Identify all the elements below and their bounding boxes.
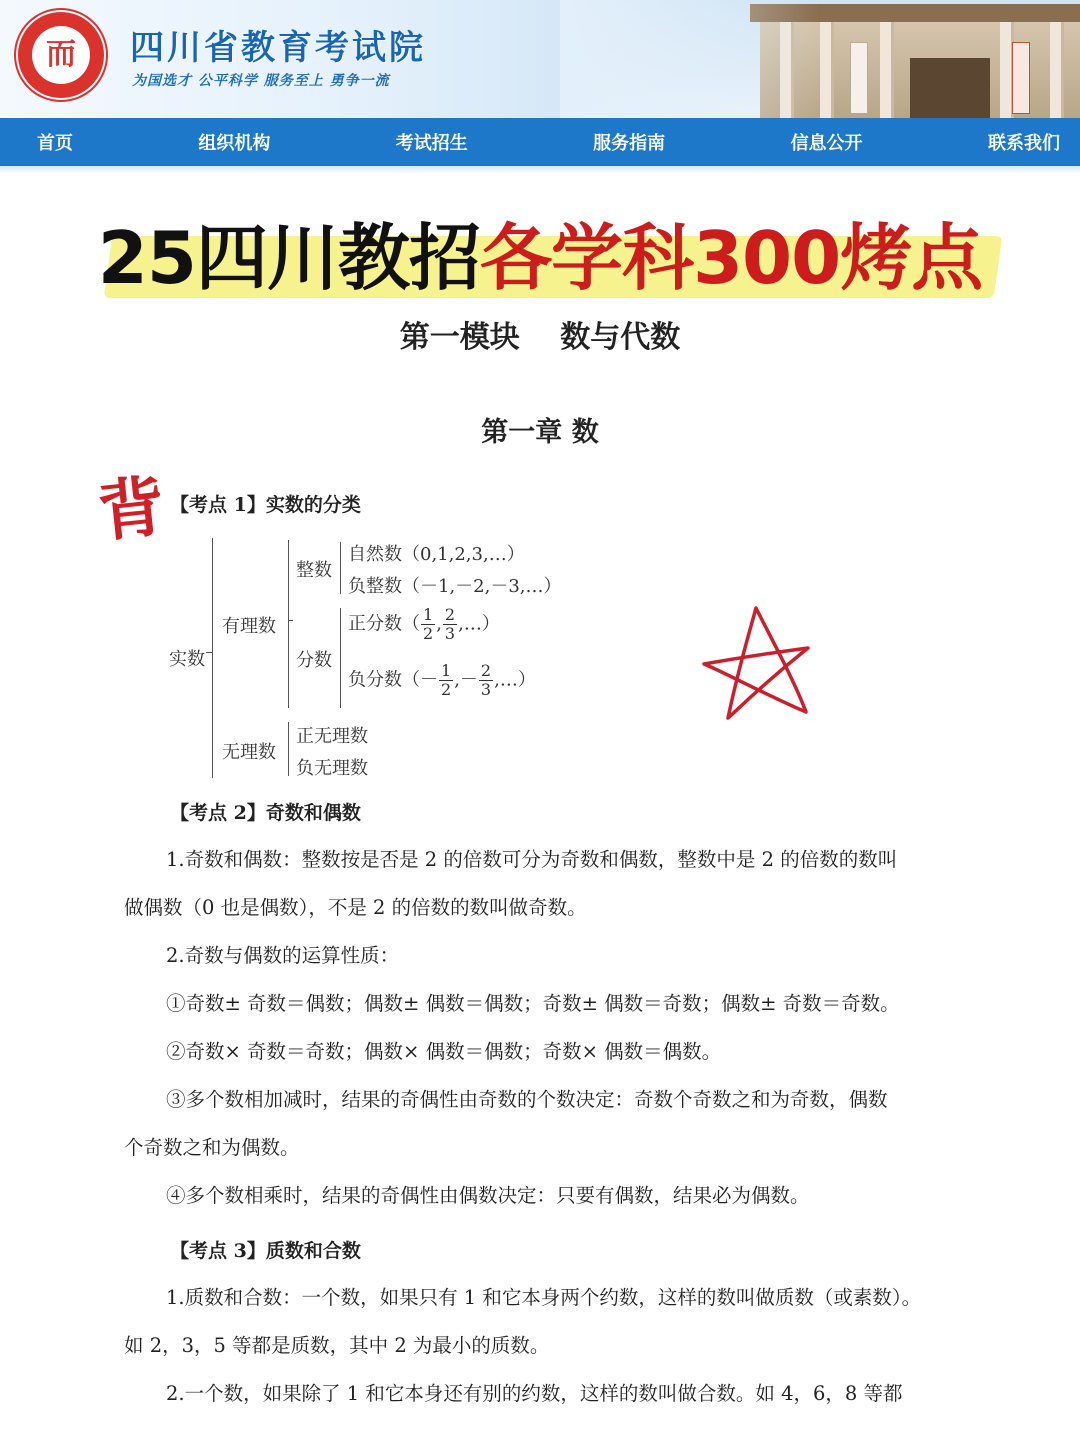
root-brace — [212, 538, 213, 778]
tree-real-number: 实数 — [169, 649, 205, 670]
kaodian-2-p4: ②奇数× 奇数＝奇数；偶数× 偶数＝偶数；奇数× 偶数＝偶数。 — [166, 1040, 722, 1063]
nav-item-info-disclosure[interactable]: 信息公开 — [790, 133, 863, 154]
kaodian-2-heading: 【考点 2】奇数和偶数 — [170, 802, 361, 824]
rational-brace — [288, 540, 289, 708]
fraction-brace — [340, 608, 341, 708]
kaodian-3-p1: 1.质数和合数：一个数，如果只有 1 和它本身两个约数，这样的数叫做质数（或素数）。 — [166, 1286, 922, 1309]
chapter-title: 第一章 数 — [481, 417, 599, 448]
tree-positive-fraction: 正分数（ $\frac{1}{2}$ , $\frac{2}{3}$ ,…） — [348, 605, 500, 643]
tree-natural: 自然数（0,1,2,3,…） — [348, 544, 525, 565]
kaodian-1-heading: 【考点 1】实数的分类 — [170, 494, 361, 516]
title-part-red: 各学科300烤点 — [479, 216, 983, 300]
tree-fraction: 分数 — [296, 650, 332, 671]
kaodian-2-p5: ③多个数相加减时，结果的奇偶性由奇数的个数决定：奇数个奇数之和为奇数，偶数 — [166, 1088, 888, 1111]
main-nav — [0, 118, 1080, 166]
kaodian-3-heading: 【考点 3】质数和合数 — [170, 1240, 361, 1262]
nav-item-contact[interactable]: 联系我们 — [987, 133, 1060, 154]
kaodian-3-body — [124, 1274, 974, 1418]
title-part-black: 25四川教招 — [97, 216, 480, 300]
tree-negative-fraction: 负分数（－ $\frac{1}{2}$ ,－ $\frac{2}{3}$ ,…） — [348, 661, 536, 699]
nav-shadow — [0, 166, 1080, 174]
kaodian-3-p1-cont: 如 2，3，5 等都是质数，其中 2 为最小的质数。 — [124, 1334, 550, 1357]
kaodian-2-body — [124, 836, 974, 1220]
logo-emblem-icon: 而 — [32, 26, 90, 84]
site-name: 四川省教育考试院 — [130, 28, 426, 68]
nav-item-organization[interactable]: 组织机构 — [198, 133, 271, 154]
integer-brace — [340, 542, 341, 594]
kaodian-2-p3: ①奇数± 奇数＝偶数；偶数± 偶数＝偶数；奇数± 偶数＝奇数；偶数± 奇数＝奇数。 — [166, 992, 900, 1015]
site-logo[interactable] — [18, 12, 104, 98]
kaodian-2-p1-cont: 做偶数（0 也是偶数），不是 2 的倍数的数叫做奇数。 — [124, 896, 587, 919]
nav-item-service-guide[interactable]: 服务指南 — [593, 133, 666, 154]
tree-negative-irrational: 负无理数 — [296, 758, 368, 779]
kaodian-2-p5-cont: 个奇数之和为偶数。 — [124, 1136, 300, 1159]
nav-item-home[interactable]: 首页 — [37, 133, 73, 154]
handwritten-memorize-mark: 背 — [94, 467, 169, 552]
tree-positive-irrational: 正无理数 — [296, 726, 368, 747]
kaodian-2-p1: 1.奇数和偶数：整数按是否是 2 的倍数可分为奇数和偶数，整数中是 2 的倍数的数叫 — [166, 848, 898, 871]
module-title: 第一模块 数与代数 — [399, 320, 681, 355]
irrational-brace — [288, 722, 289, 776]
nav-item-exams[interactable]: 考试招生 — [395, 133, 468, 154]
header-banner — [0, 0, 1080, 118]
tree-negative-integer: 负整数（－1,－2,－3,…） — [348, 576, 562, 597]
kaodian-3-p2: 2.一个数，如果除了 1 和它本身还有别的约数，这样的数叫做合数。如 4，6，8 等都 — [166, 1382, 903, 1405]
page-title — [0, 200, 1080, 304]
handwritten-star-icon — [698, 600, 814, 726]
tree-rational: 有理数 — [222, 616, 276, 637]
tree-integer: 整数 — [296, 560, 332, 581]
kaodian-2-p6: ④多个数相乘时，结果的奇偶性由偶数决定：只要有偶数，结果必为偶数。 — [166, 1184, 810, 1207]
tree-irrational: 无理数 — [222, 742, 276, 763]
kaodian-2-p2: 2.奇数与偶数的运算性质： — [166, 944, 400, 967]
site-slogan: 为国选才 公平科学 服务至上 勇争一流 — [132, 73, 390, 89]
